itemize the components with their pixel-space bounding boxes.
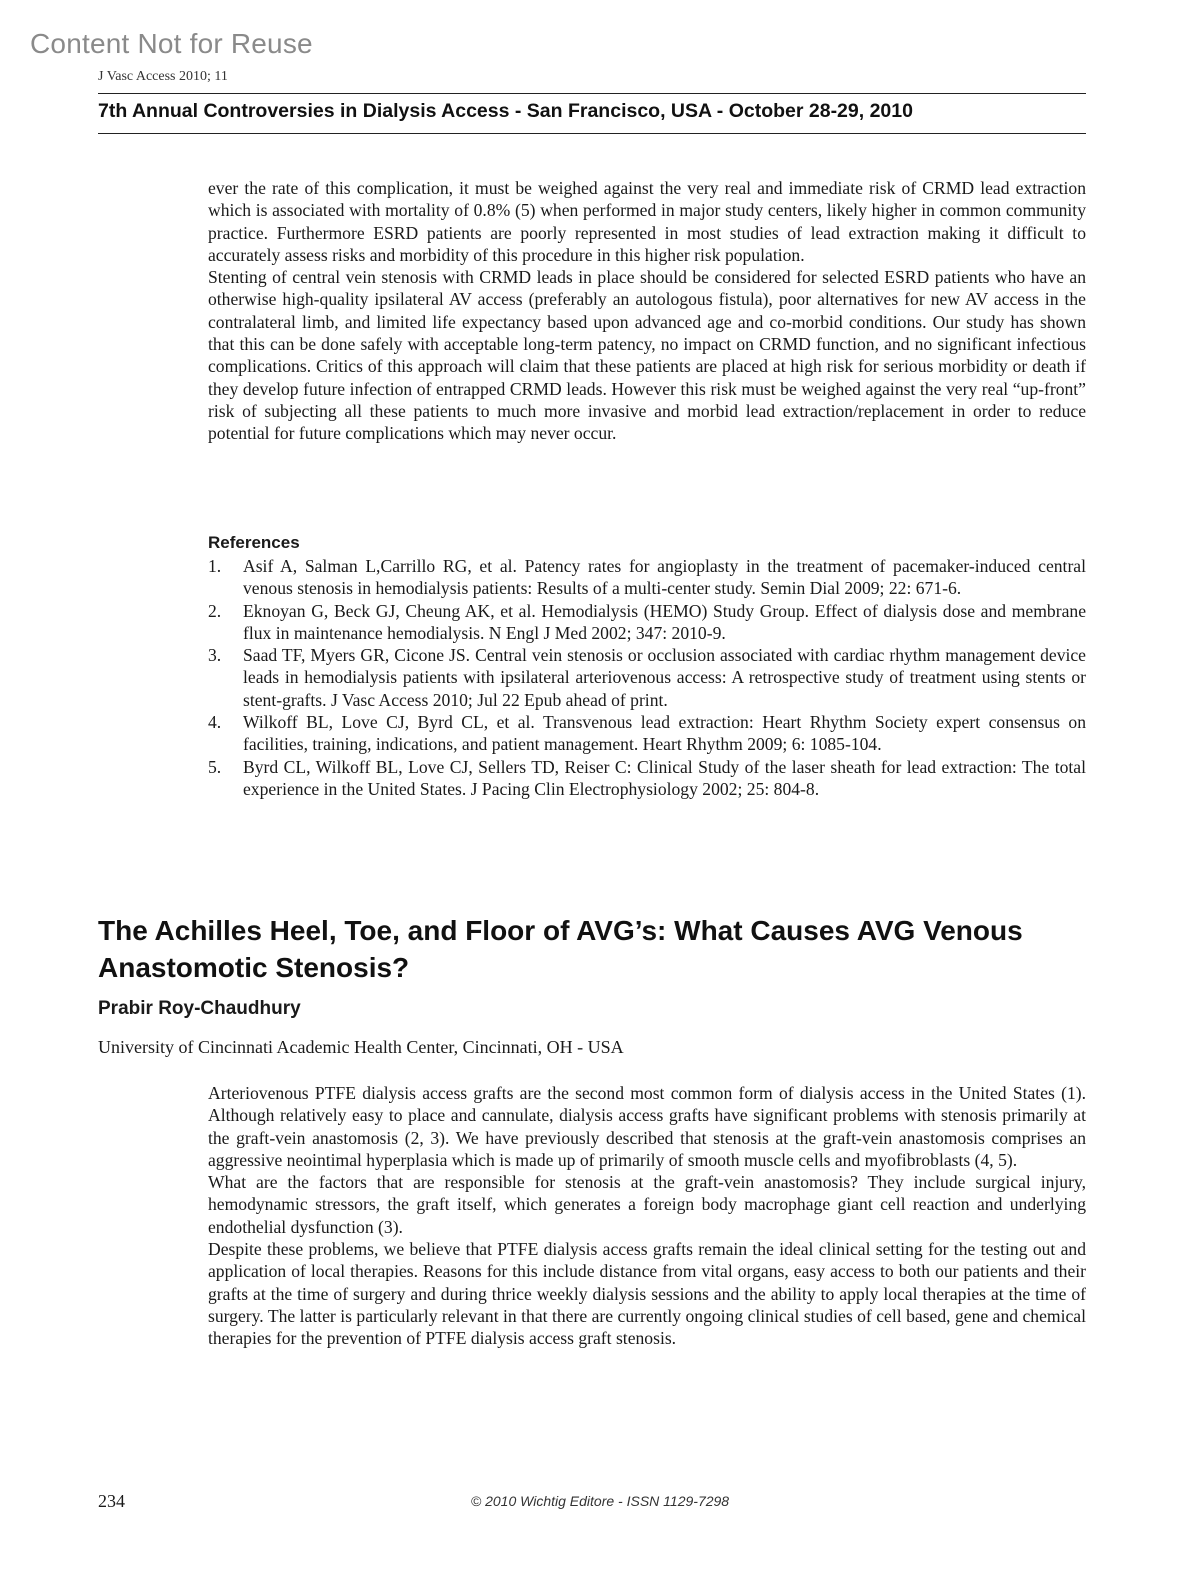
reference-item xyxy=(208,644,1086,711)
reference-text: Byrd CL, Wilkoff BL, Love CJ, Sellers TD, Reiser C: Clinical Study of the laser sheath for lead extraction: The total experience in the United States. J Pacing Clin Electrophysiology 2002; 25: 804-8. xyxy=(243,756,1086,799)
paragraph: What are the factors that are responsible for stenosis at the graft-vein anastomosis? They include surgical injury, hemodynamic stressors, the graft itself, which generates a foreign body macrophage giant cell reaction and underlying endothelial dysfunction (3). xyxy=(208,1172,1086,1237)
reference-number: 5. xyxy=(208,756,222,777)
author-affiliation: University of Cincinnati Academic Health Center, Cincinnati, OH - USA xyxy=(98,1037,624,1057)
reference-text: Eknoyan G, Beck GJ, Cheung AK, et al. Hemodialysis (HEMO) Study Group. Effect of dialysis dose and membrane flux in maintenance hemodialysis. N Engl J Med 2002; 347: 2010-9. xyxy=(243,600,1086,643)
paragraph: Stenting of central vein stenosis with CRMD leads in place should be considered for selected ESRD patients who have an otherwise high-quality ipsilateral AV access (preferably an autologous fistula), poor alternatives for new AV access in the contralateral limb, and limited life expectancy based upon advanced age and co-morbid conditions. Our study has shown that this can be done safely with acceptable long-term patency, no impact on CRMD function, and no significant infectious complications. Critics of this approach will claim that these patients are placed at high risk for serious morbidity or death if they develop future infection of entrapped CRMD leads. However this risk must be weighed against the very real “up-front” risk of subjecting all these patients to much more invasive and morbid lead extraction/replacement in order to reduce potential for future complications which may never occur. xyxy=(208,267,1086,444)
copyright-notice: © 2010 Wichtig Editore - ISSN 1129-7298 xyxy=(470,1493,730,1509)
paragraph: Arteriovenous PTFE dialysis access grafts are the second most common form of dialysis access in the United States (1). Although relatively easy to place and cannulate, dialysis access grafts have significant problems with stenosis primarily at the graft-vein anastomosis (2, 3). We have previously described that stenosis at the graft-vein anastomosis comprises an aggressive neointimal hyperplasia which is made up of primarily of smooth muscle cells and myofibroblasts (4, 5). xyxy=(208,1083,1086,1170)
header-rule-bottom xyxy=(98,133,1086,134)
paragraph: ever the rate of this complication, it must be weighed against the very real and immediate risk of CRMD lead extraction which is associated with mortality of 0.8% (5) when performed in major study centers, likely higher in common community practice. Furthermore ESRD patients are poorly represented in most studies of lead extraction making it difficult to accurately assess risks and morbidity of this procedure in this higher risk population. xyxy=(208,178,1086,265)
article-title: The Achilles Heel, Toe, and Floor of AVG’s: What Causes AVG Venous Anastomotic Stenosis? xyxy=(98,914,1023,983)
page-number: 234 xyxy=(98,1491,125,1511)
conference-title: 7th Annual Controversies in Dialysis Access - San Francisco, USA - October 28-29, 2010 xyxy=(98,100,913,122)
reference-text: Asif A, Salman L,Carrillo RG, et al. Patency rates for angioplasty in the treatment of pacemaker-induced central venous stenosis in hemodialysis patients: Results of a multi-center study. Semin Dial 2009; 22: 671-6. xyxy=(243,556,1086,599)
reference-item xyxy=(208,756,1086,801)
reference-number: 3. xyxy=(208,645,222,666)
reference-text: Wilkoff BL, Love CJ, Byrd CL, et al. Transvenous lead extraction: Heart Rhythm Society expert consensus on facilities, training, indications, and patient management. Heart Rhythm 2009; 6: 1085-104. xyxy=(243,712,1086,755)
reference-number: 2. xyxy=(208,600,222,621)
article-body xyxy=(208,1082,1086,1350)
reference-number: 4. xyxy=(208,712,222,733)
journal-reference: J Vasc Access 2010; 11 xyxy=(98,69,228,84)
reference-item xyxy=(208,711,1086,756)
previous-article-body xyxy=(208,177,1086,445)
watermark: Content Not for Reuse xyxy=(30,28,313,59)
reference-item xyxy=(208,555,1086,600)
reference-number: 1. xyxy=(208,556,222,576)
references-heading: References xyxy=(208,533,300,552)
references-list xyxy=(208,555,1086,800)
paragraph: Despite these problems, we believe that PTFE dialysis access grafts remain the ideal clinical setting for the testing out and application of local therapies. Reasons for this include distance from vital organs, easy access to both our patients and their grafts at the time of surgery and during thrice weekly dialysis sessions and the ability to apply local therapies at the time of surgery. The latter is particularly relevant in that there are currently ongoing clinical studies of cell based, gene and chemical therapies for the prevention of PTFE dialysis access graft stenosis. xyxy=(208,1239,1086,1349)
reference-item xyxy=(208,600,1086,645)
header-rule-top xyxy=(98,93,1086,94)
article-author: Prabir Roy-Chaudhury xyxy=(98,998,301,1019)
reference-text: Saad TF, Myers GR, Cicone JS. Central vein stenosis or occlusion associated with cardiac rhythm management device leads in hemodialysis patients with ipsilateral arteriovenous access: A retrospective study of treatment using stents or stent-grafts. J Vasc Access 2010; Jul 22 Epub ahead of print. xyxy=(243,645,1086,710)
